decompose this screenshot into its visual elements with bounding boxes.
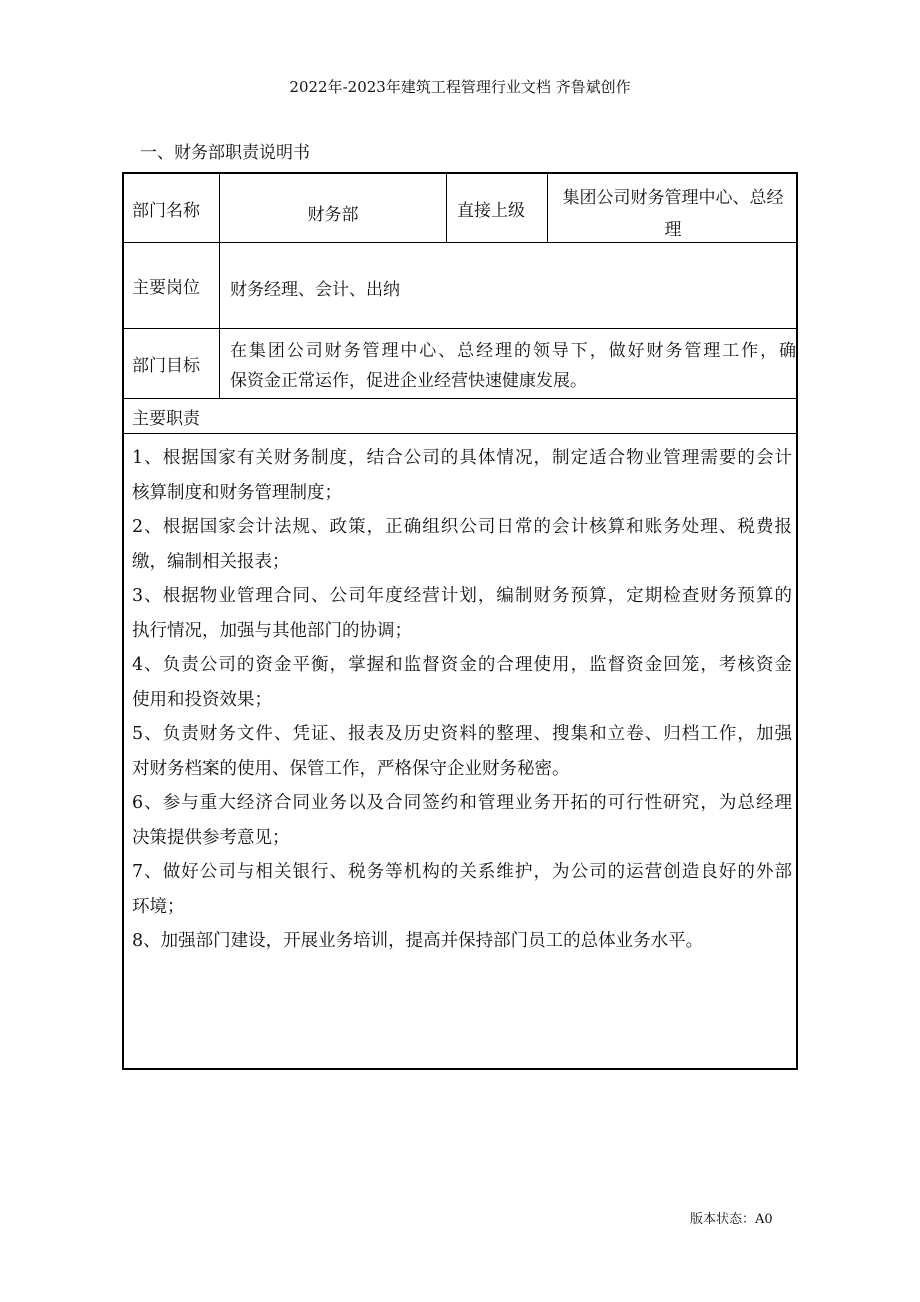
goal-line: 保资金正常运作，促进企业经营快速健康发展。 [230, 371, 587, 391]
superior-line: 理 [664, 220, 682, 240]
duty-item-line: 4、负责公司的资金平衡，掌握和监督资金的合理使用，监督资金回笼，考核资金 [132, 655, 792, 675]
duty-item-line: 1、根据国家有关财务制度，结合公司的具体情况，制定适合物业管理需要的会计 [132, 448, 792, 468]
page-header: 2022年-2023年建筑工程管理行业文档 齐鲁斌创作 [289, 78, 631, 96]
duty-item-line: 8、加强部门建设，开展业务培训，提高并保持部门员工的总体业务水平。 [132, 931, 704, 951]
dept-name-label: 部门名称 [132, 200, 200, 221]
duty-item-line: 决策提供参考意见； [132, 827, 290, 848]
superior-value [548, 182, 798, 246]
col-divider [446, 174, 447, 242]
duty-item-line: 7、做好公司与相关银行、税务等机构的关系维护，为公司的运营创造良好的外部 [132, 862, 792, 882]
duty-item-line: 执行情况，加强与其他部门的协调； [132, 620, 412, 641]
row-divider [124, 433, 796, 434]
duty-item-line: 使用和投资效果； [132, 689, 272, 710]
duties-label: 主要职责 [132, 408, 200, 429]
goal-label: 部门目标 [132, 356, 200, 376]
goal-line: 在集团公司财务管理中心、总经理的领导下，做好财务管理工作，确 [230, 341, 796, 361]
duty-table [122, 172, 798, 1070]
superior-line: 集团公司财务管理中心、总经 [562, 188, 784, 208]
superior-label: 直接上级 [457, 200, 525, 221]
duty-item-line: 3、根据物业管理合同、公司年度经营计划，编制财务预算，定期检查财务预算的 [132, 586, 792, 606]
positions-label: 主要岗位 [132, 278, 200, 298]
positions-value: 财务经理、会计、出纳 [230, 280, 400, 300]
goal-value [230, 336, 796, 396]
duty-item-line: 环境； [132, 896, 185, 917]
row-divider [124, 398, 796, 399]
duty-item-line: 缴，编制相关报表； [132, 551, 290, 572]
section-title: 一、财务部职责说明书 [140, 143, 310, 163]
duty-item-line: 核算制度和财务管理制度； [132, 482, 342, 503]
version-status: 版本状态：A0 [690, 1212, 773, 1227]
duty-item-line: 对财务档案的使用、保管工作，严格保守企业财务秘密。 [132, 758, 570, 779]
duty-item-line: 5、负责财务文件、凭证、报表及历史资料的整理、搜集和立卷、归档工作，加强 [132, 724, 792, 744]
duty-item-line: 2、根据国家会计法规、政策，正确组织公司日常的会计核算和账务处理、税费报 [132, 517, 792, 537]
dept-name-value: 财务部 [307, 204, 359, 225]
duty-item-line: 6、参与重大经济合同业务以及合同签约和管理业务开拓的可行性研究，为总经理 [132, 793, 792, 813]
row-divider [124, 328, 796, 329]
